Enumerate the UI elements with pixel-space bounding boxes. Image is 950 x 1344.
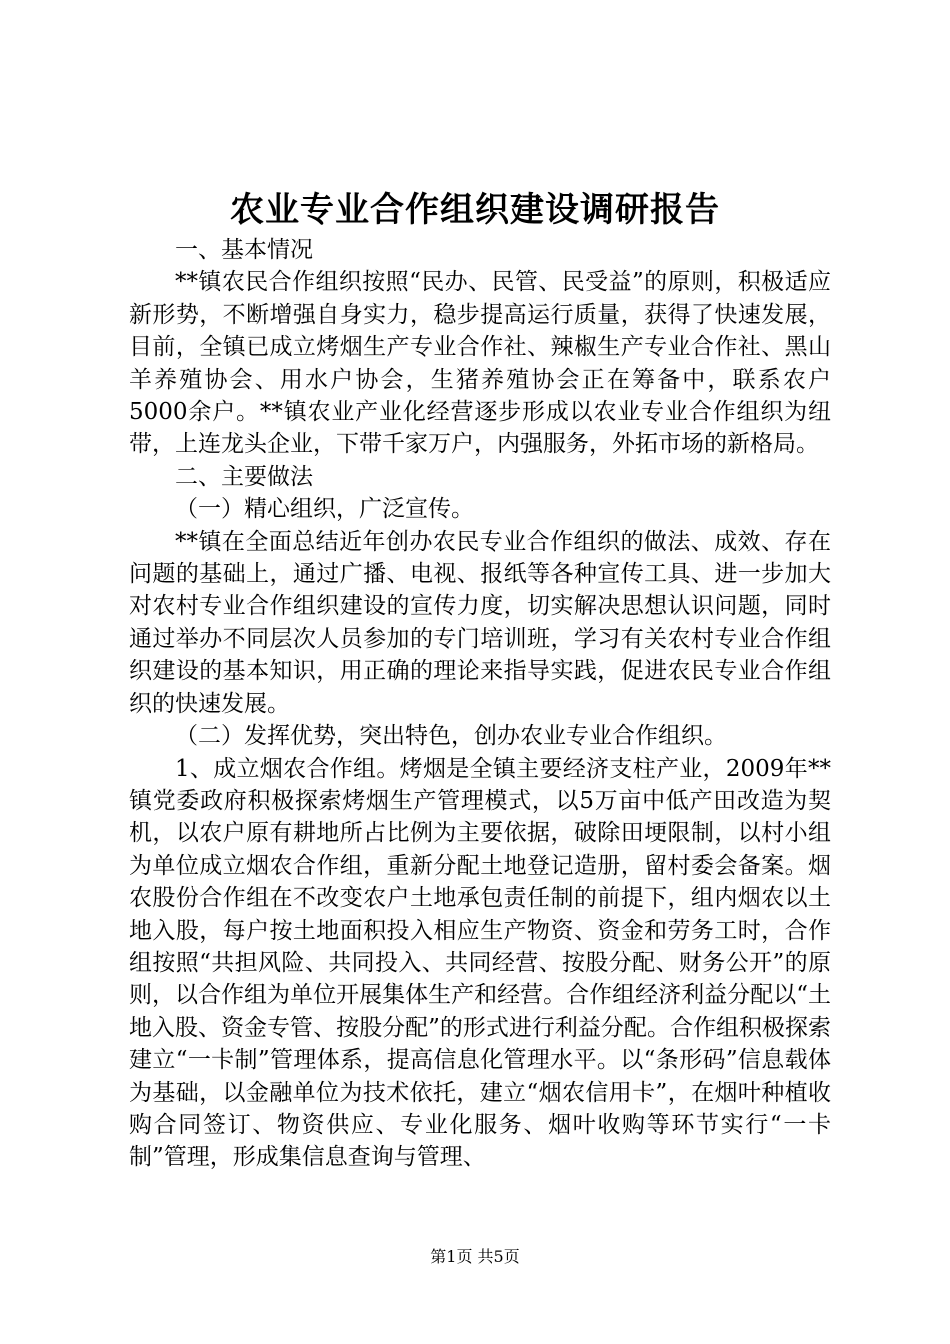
paragraph: **镇农民合作组织按照“民办、民管、民受益”的原则，积极适应新形势，不断增强自身实力，稳步提高运行质量，获得了快速发展，目前，全镇已成立烤烟生产专业合作社、辣椒生产专业合作社、黑山羊养殖协会、用水户协会，生猪养殖协会正在筹备中，联系农户5000余户。**镇农业产业化经营逐步形成以农业专业合作组织为纽带，上连龙头企业，下带千家万户，内强服务，外拓市场的新格局。	[129, 269, 831, 458]
document-body	[129, 234, 831, 1174]
subsection-heading: （二）发挥优势，突出特色，创办农业专业合作组织。	[175, 723, 727, 750]
section-heading-methods: 二、主要做法	[175, 463, 313, 490]
page-number-footer: 第1页 共5页	[430, 1247, 520, 1266]
section-heading-basic: 一、基本情况	[175, 237, 313, 263]
paragraph: **镇在全面总结近年创办农民专业合作组织的做法、成效、存在问题的基础上，通过广播、电视、报纸等各种宣传工具、进一步加大对农村专业合作组织建设的宣传力度，切实解决思想认识问题，同时通过举办不同层次人员参加的专门培训班，学习有关农村专业合作组织建设的基本知识，用正确的理论来指导实践，促进农民专业合作组织的快速发展。	[129, 528, 831, 717]
document-title: 农业专业合作组织建设调研报告	[230, 190, 720, 230]
subsection-heading: （一）精心组织，广泛宣传。	[175, 496, 474, 523]
paragraph: 1、成立烟农合作组。烤烟是全镇主要经济支柱产业，2009年**镇党委政府积极探索烤烟生产管理模式，以5万亩中低产田改造为契机，以农户原有耕地所占比例为主要依据，破除田埂限制，以村小组为单位成立烟农合作组，重新分配土地登记造册，留村委会备案。烟农股份合作组在不改变农户土地承包责任制的前提下，组内烟农以土地入股，每户按土地面积投入相应生产物资、资金和劳务工时，合作组按照“共担风险、共同投入、共同经营、按股分配、财务公开”的原则，以合作组为单位开展集体生产和经营。合作组经济利益分配以“土地入股、资金专管、按股分配”的形式进行利益分配。合作组积极探索建立“一卡制”管理体系，提高信息化管理水平。以“条形码”信息载体为基础，以金融单位为技术依托，建立“烟农信用卡”，在烟叶种植收购合同签订、物资供应、专业化服务、烟叶收购等环节实行“一卡制”管理，形成集信息查询与管理、	[129, 755, 831, 1171]
